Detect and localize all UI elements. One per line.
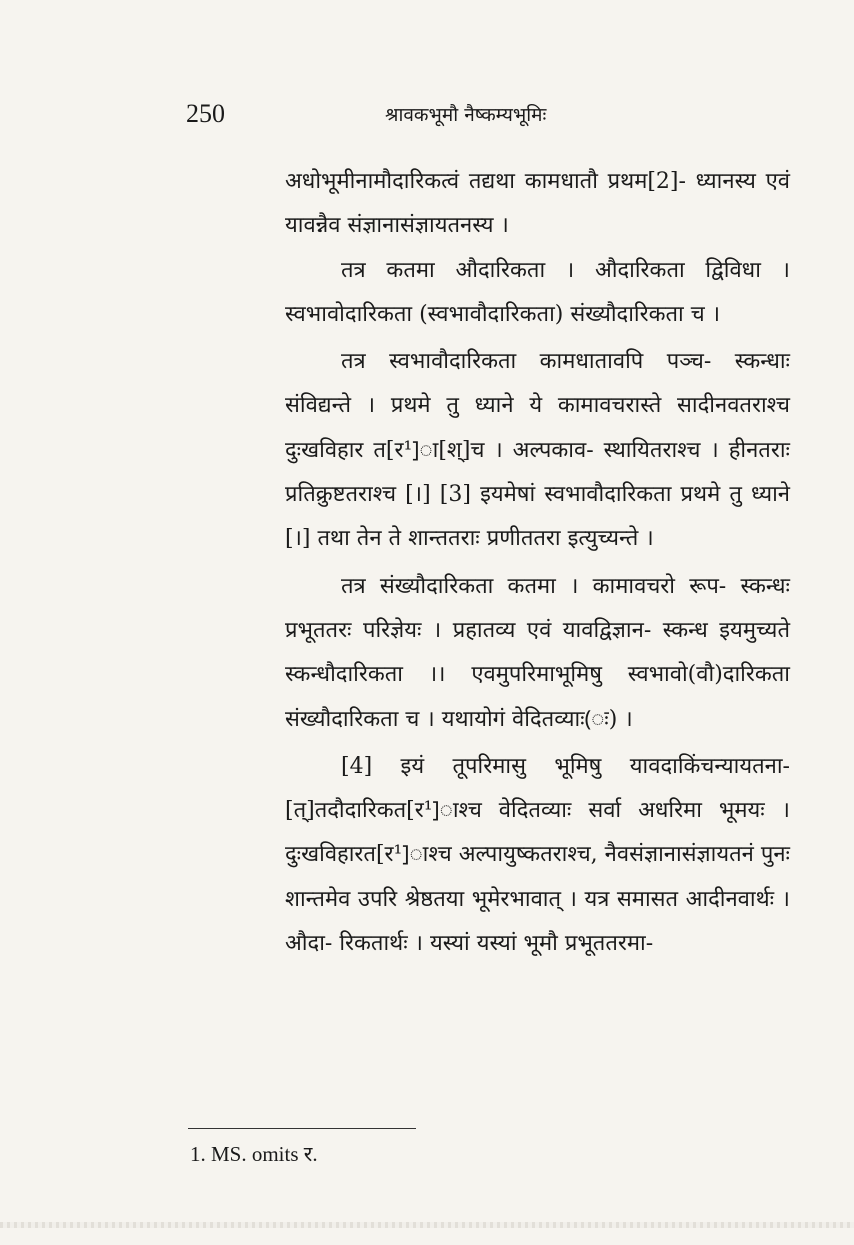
paragraph: [4] इयं तूपरिमासु भूमिषु यावदाकिंचन्यायतना- [त्]तदौदारिकत[र¹]ाश्च वेदितव्याः सर्वा अधरिमा भूमयः । दुःखविहारत[र¹]ाश्च अल्पायुष्कतराश्च, नैवसंज्ञानासंज्ञायतनं पुनः शान्तमेव उपरि श्रेष्ठतया भूमेरभावात् । यत्र समासत आदीनवार्थः । औदा- रिकतार्थः । यस्यां यस्यां भूमौ प्रभूततरमा- [285, 753, 791, 957]
main-text [285, 160, 790, 966]
paragraph: अधोभूमीनामौदारिकत्वं तद्यथा कामधातौ प्रथम[2]- ध्यानस्य एवं यावन्नैव संज्ञानासंज्ञायतनस्य । [285, 169, 790, 239]
paragraph: तत्र स्वभावौदारिकता कामधातावपि पञ्च- स्कन्धाः संविद्यन्ते । प्रथमे तु ध्याने ये कामावचरास्ते सादीनवतराश्च दुःखविहार त[र¹]ा[श्]च । अल्पकाव- स्थायितराश्च । हीनतराः प्रतिक्रुष्टतराश्च [।] [3] इयमेषां स्वभावौदारिकता प्रथमे तु ध्याने [।] तथा तेन ते शान्ततराः प्रणीततरा इत्युच्यन्ते । [285, 349, 790, 552]
footnote-divider [188, 1128, 416, 1129]
page-edge [0, 1222, 854, 1228]
footnote: 1. MS. omits र. [190, 1142, 318, 1166]
page-number: 250 [186, 99, 225, 128]
running-title: श्रावकभूमौ नैष्कम्यभूमिः [385, 104, 547, 126]
paragraph: तत्र कतमा औदारिकता । औदारिकता द्विविधा । स्वभावोदारिकता (स्वभावौदारिकता) संख्यौदारिकता च । [285, 257, 790, 327]
paragraph: तत्र संख्यौदारिकता कतमा । कामावचरो रूप- स्कन्धः प्रभूततरः परिज्ञेयः । प्रहातव्य एवं यावद्विज्ञान- स्कन्ध इयमुच्यते स्कन्धौदारिकता ।। एवमुपरिमाभूमिषु स्वभावो(वौ)दारिकता संख्यौदारिकता च । यथायोगं वेदितव्याः(ः) । [285, 573, 790, 732]
